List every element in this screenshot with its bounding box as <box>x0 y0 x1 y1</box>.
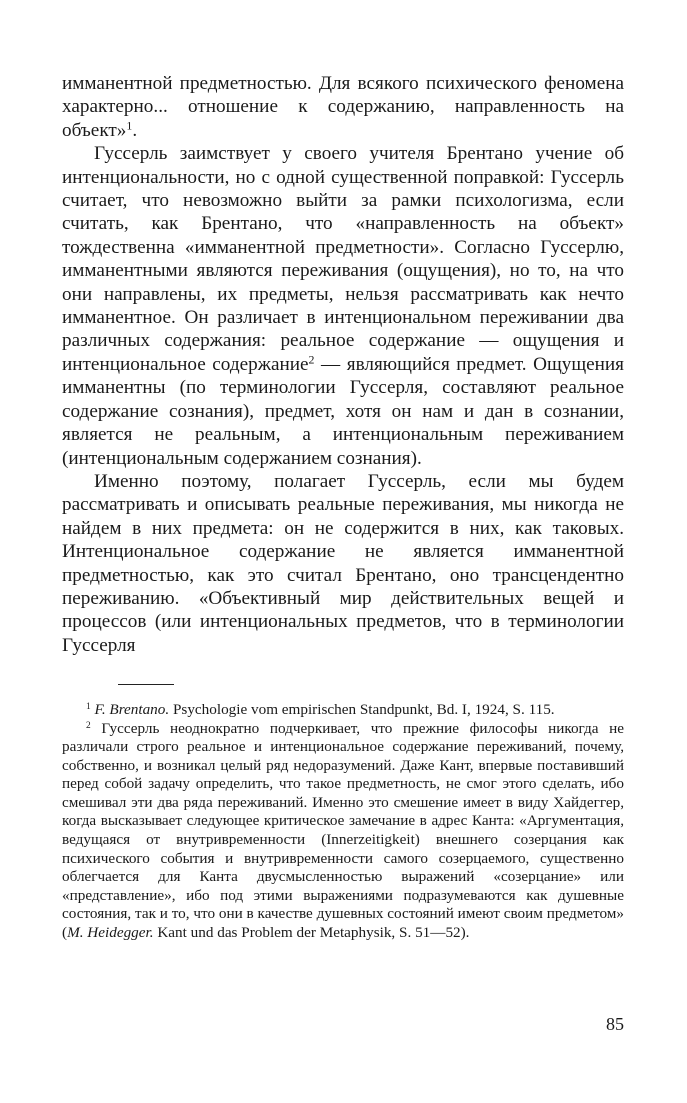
footnotes <box>62 701 624 942</box>
footnote-1 <box>62 701 624 720</box>
footnote-1-number: 1 <box>86 701 91 712</box>
footnote-2-number: 2 <box>86 720 91 731</box>
footnote-ref-2: 2 <box>308 352 315 367</box>
paragraph-1-text: имманентной предметностью. Для всякого психического феномена характерно... отношение к содержанию, направленность на объект» <box>62 73 624 141</box>
paragraph-2-text-a: Гуссерль заимствует у своего учителя Брентано учение об интенциональности, но с одной существенной поправкой: Гуссерль считает, что невозможно выйти за рамки психологизма, если считать, как Брентано, что «направленность на объект» тождественна «имманентной предметности». Согласно Гуссерлю, имманентными являются переживания (ощущения), но то, на что они направлены, их предметы, нельзя рассматривать как нечто имманентное. Он различает в интенциональном переживании два различных содержания: реальное содержание — ощущения и интенциональное содержание <box>62 143 624 375</box>
paragraph-1 <box>62 72 624 142</box>
main-text <box>62 72 624 657</box>
footnote-1-author: F. Brentano. <box>94 701 170 719</box>
footnote-ref-1: 1 <box>126 118 133 133</box>
paragraph-1-end: . <box>132 119 138 141</box>
paragraph-2 <box>62 142 624 470</box>
paragraph-2-text-b: — являющийся предмет. Ощущения имманентны (по терминологии Гуссерля, составляют реальное содержание сознания), предмет, хотя он нам и дан в сознании, является не реальным, а интенциональным переживанием (интенциональным содержанием сознания). <box>62 353 625 469</box>
footnote-divider <box>118 684 174 685</box>
footnote-2-end: Kant und das Problem der Metaphysik, S. 51—52). <box>153 923 470 941</box>
footnote-2 <box>62 720 624 943</box>
footnote-1-text: Psychologie vom empirischen Standpunkt, Bd. I, 1924, S. 115. <box>169 701 555 719</box>
footnote-2-text: Гуссерль неоднократно подчеркивает, что прежние философы никогда не различали строго реальное и интенциональное содержание переживаний, почему, собственно, и возникал целый ряд недоразумений. Даже Кант, впервые поставивший перед собой задачу определить, что такое предметность, не смог этого сделать, ибо смешивал эти два ряда переживаний. Именно это смешение имеет в виду Хайдеггер, когда высказывает следующее критическое замечание в адрес Канта: «Аргументация, ведущаяся от внутривременности (Innerzeitigkeit) внешнего созерцания как психического события и внутривременности самого созерцаемого, существенно облегчается для Канта двусмысленностью выражений «созерцание» или «представление», ибо под этими выражениями подразумеваются как душевные состояния, так и то, что они в качестве душевных состояний имеют своим предметом» ( <box>62 719 624 941</box>
book-page <box>62 72 624 942</box>
paragraph-3: Именно поэтому, полагает Гуссерль, если мы будем рассматривать и описывать реальные переживания, мы никогда не найдем в них предмета: он не содержится в них, как таковых. Интенциональное содержание не является имманентной предметностью, как это считал Брентано, оно трансцендентно переживанию. «Объективный мир действительных вещей и процессов (или интенциональных предметов, что в терминологии Гуссерля <box>62 470 624 656</box>
footnote-2-author: M. Heidegger. <box>67 923 154 941</box>
page-number: 85 <box>606 1014 624 1034</box>
